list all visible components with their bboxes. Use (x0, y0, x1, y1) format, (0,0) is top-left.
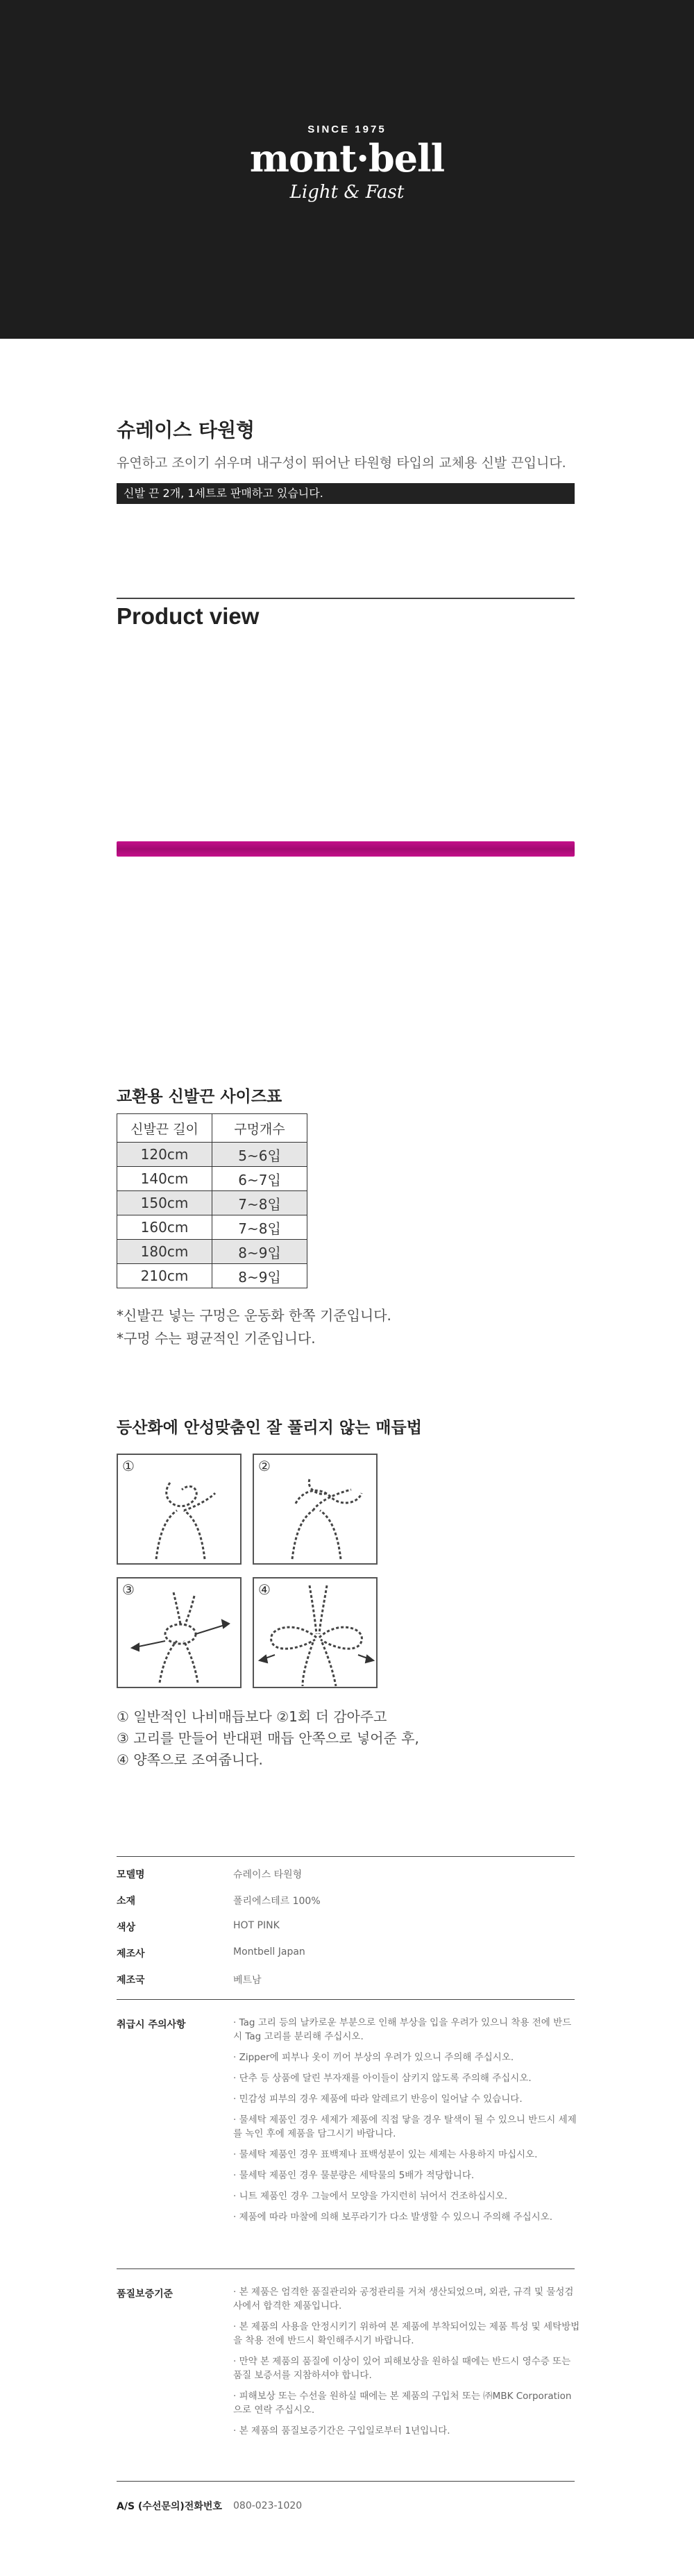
tying-step-2-panel (253, 1454, 378, 1565)
product-view-heading: Product view (117, 603, 260, 629)
care-label: 취급시 주의사항 (117, 2019, 186, 2030)
tying-step-3-panel (117, 1577, 242, 1688)
brand-since: SINCE 1975 (307, 124, 387, 135)
product-title: 슈레이스 타원형 (117, 419, 255, 441)
knot-illustration (254, 1455, 379, 1566)
step-number: ① (122, 1458, 135, 1474)
brand-tagline: Light & Fast (289, 182, 405, 203)
care-item: · Zipper에 피부나 옷이 끼어 부상의 우려가 있으니 주의해 주십시오. (233, 2052, 514, 2063)
section-divider (117, 598, 575, 599)
product-description: 유연하고 조이기 쉬우며 내구성이 뛰어난 타원형 타입의 교체용 신발 끈입니다. (117, 455, 566, 471)
step-number: ③ (122, 1581, 135, 1598)
warranty-divider (117, 2268, 575, 2269)
tying-step-text: ③ 고리를 만들어 반대편 매듭 안쪽으로 넣어준 후, (117, 1730, 419, 1746)
table-row (117, 1167, 307, 1191)
as-divider (117, 2481, 575, 2482)
care-item: · 제품에 따라 마찰에 의해 보푸라기가 다소 발생할 수 있으니 주의해 주십시오. (233, 2212, 553, 2223)
warranty-item: · 본 제품의 품질보증기간은 구입일로부터 1년입니다. (233, 2425, 450, 2436)
warranty-item: · 본 제품은 엄격한 품질관리와 공정관리를 거쳐 생산되었으며, 외관, 규격 및 물성검사에서 합격한 제품입니다. (233, 2287, 574, 2312)
spec-value: 베트남 (233, 1975, 262, 1986)
spec-label: 모델명 (117, 1869, 145, 1880)
tying-step-text: ① 일반적인 나비매듭보다 ②1회 더 감아주고 (117, 1708, 387, 1725)
size-table-title: 교환용 신발끈 사이즈표 (117, 1088, 282, 1106)
holes-cell: 7~8입 (212, 1191, 307, 1215)
size-note: *구멍 수는 평균적인 기준입니다. (117, 1330, 316, 1347)
care-item: · 물세탁 제품인 경우 물분량은 세탁물의 5배가 적당합니다. (233, 2170, 475, 2181)
brand-logo: mont·bell (249, 136, 445, 180)
spec-table (117, 1867, 575, 2006)
as-phone: 080-023-1020 (233, 2500, 303, 2511)
care-item: · 단추 등 상품에 달린 부자재를 아이들이 삼키지 않도록 주의해 주십시오. (233, 2073, 532, 2084)
tying-title: 등산화에 안성맞춤인 잘 풀리지 않는 매듭법 (117, 1419, 422, 1437)
table-row (117, 1191, 307, 1215)
tying-step-1-panel (117, 1454, 242, 1565)
length-cell: 210cm (117, 1264, 212, 1288)
spec-value: Montbell Japan (233, 1946, 305, 1958)
length-cell: 180cm (117, 1240, 212, 1264)
size-note: *신발끈 넣는 구멍은 운동화 한쪽 기준입니다. (117, 1307, 391, 1324)
knot-illustration (254, 1579, 379, 1690)
care-list (233, 2016, 580, 2231)
care-item: · 물세탁 제품인 경우 세제가 제품에 직접 닿을 경우 탈색이 될 수 있으니 반드시 세제를 녹인 후에 제품을 담그시기 바랍니다. (233, 2114, 577, 2139)
warranty-list (233, 2285, 580, 2445)
holes-cell: 8~9입 (212, 1264, 307, 1288)
specs-top-divider (117, 1856, 575, 1857)
length-cell: 140cm (117, 1167, 212, 1191)
warranty-item: · 피해보상 또는 수선을 원하실 때에는 본 제품의 구입처 또는 ㈜MBK Corporation으로 연락 주십시오. (233, 2391, 572, 2416)
table-row (117, 1215, 307, 1240)
spec-label: 소재 (117, 1896, 136, 1907)
set-note-banner: 신발 끈 2개, 1세트로 판매하고 있습니다. (117, 483, 575, 504)
table-row (117, 1240, 307, 1264)
table-row (117, 1143, 307, 1167)
as-label: A/S (수선문의)전화번호 (117, 2501, 222, 2512)
size-table (117, 1113, 307, 1288)
care-item: · Tag 고리 등의 날카로운 부분으로 인해 부상을 입을 우려가 있으니 착용 전에 반드시 Tag 고리를 분리해 주십시오. (233, 2017, 572, 2042)
warranty-item: · 만약 본 제품의 품질에 이상이 있어 피해보상을 원하실 때에는 반드시 영수증 또는 품질 보증서를 지참하셔야 합니다. (233, 2356, 571, 2381)
care-item: · 물세탁 제품인 경우 표백제나 표백성분이 있는 세제는 사용하지 마십시오. (233, 2149, 538, 2160)
brand-header (0, 0, 694, 339)
warranty-label: 품질보증기준 (117, 2289, 174, 2300)
holes-cell: 8~9입 (212, 1240, 307, 1264)
warranty-item: · 본 제품의 사용을 안정시키기 위하여 본 제품에 부착되어있는 제품 특성 및 세탁방법을 착용 전에 반드시 확인해주시기 바랍니다. (233, 2321, 580, 2346)
knot-illustration (118, 1455, 243, 1566)
header-length: 신발끈 길이 (117, 1114, 212, 1143)
spec-value: 폴리에스테르 100% (233, 1896, 321, 1907)
step-number: ④ (258, 1581, 271, 1598)
spec-label: 제조국 (117, 1975, 145, 1986)
holes-cell: 7~8입 (212, 1215, 307, 1240)
shoelace-image (117, 841, 575, 857)
care-item: · 민감성 피부의 경우 제품에 따라 알레르기 반응이 일어날 수 있습니다. (233, 2094, 523, 2105)
table-row (117, 1264, 307, 1288)
knot-illustration (118, 1579, 243, 1690)
spec-label: 색상 (117, 1922, 136, 1933)
length-cell: 150cm (117, 1191, 212, 1215)
length-cell: 120cm (117, 1143, 212, 1167)
holes-cell: 6~7입 (212, 1167, 307, 1191)
size-table-header (117, 1114, 307, 1143)
spec-value: 슈레이스 타원형 (233, 1869, 303, 1880)
spec-value: HOT PINK (233, 1920, 280, 1931)
length-cell: 160cm (117, 1215, 212, 1240)
care-item: · 니트 제품인 경우 그늘에서 모양을 가지런히 뉘어서 건조하십시오. (233, 2191, 508, 2202)
tying-step-text: ④ 양쪽으로 조여줍니다. (117, 1751, 263, 1768)
holes-cell: 5~6입 (212, 1143, 307, 1167)
tying-step-4-panel (253, 1577, 378, 1688)
care-divider (117, 1999, 575, 2000)
header-holes: 구멍개수 (212, 1114, 307, 1143)
spec-label: 제조사 (117, 1948, 145, 1960)
step-number: ② (258, 1458, 271, 1474)
